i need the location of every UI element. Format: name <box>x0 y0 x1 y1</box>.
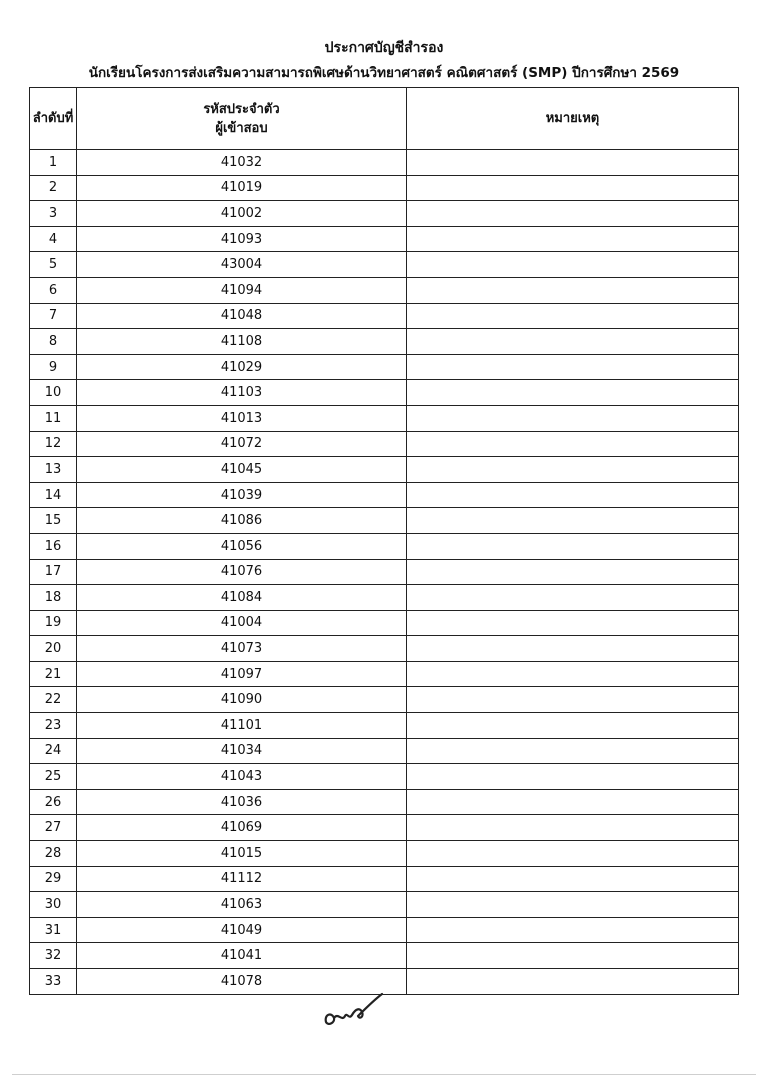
table-row <box>30 405 739 431</box>
row-number: 33 <box>30 969 77 995</box>
exam-code: 41101 <box>77 713 407 739</box>
table-row <box>30 738 739 764</box>
row-number: 6 <box>30 277 77 303</box>
table-row <box>30 175 739 201</box>
row-number: 18 <box>30 585 77 611</box>
row-remark <box>407 431 739 457</box>
row-number: 3 <box>30 201 77 227</box>
exam-code: 41097 <box>77 661 407 687</box>
exam-code: 41015 <box>77 841 407 867</box>
exam-code: 41032 <box>77 150 407 176</box>
row-remark <box>407 380 739 406</box>
row-remark <box>407 815 739 841</box>
row-number: 26 <box>30 789 77 815</box>
table-row <box>30 201 739 227</box>
row-remark <box>407 943 739 969</box>
table-row <box>30 559 739 585</box>
row-remark <box>407 841 739 867</box>
row-remark <box>407 585 739 611</box>
exam-code: 41084 <box>77 585 407 611</box>
exam-code: 41073 <box>77 636 407 662</box>
document-title: ประกาศบัญชีสำรอง <box>324 40 444 56</box>
row-number: 22 <box>30 687 77 713</box>
row-number: 5 <box>30 252 77 278</box>
table-row <box>30 150 739 176</box>
table-row <box>30 764 739 790</box>
exam-code: 41048 <box>77 303 407 329</box>
row-remark <box>407 354 739 380</box>
exam-code: 41093 <box>77 226 407 252</box>
exam-code: 41103 <box>77 380 407 406</box>
row-remark <box>407 610 739 636</box>
exam-code: 41004 <box>77 610 407 636</box>
row-remark <box>407 329 739 355</box>
table-row <box>30 687 739 713</box>
row-remark <box>407 533 739 559</box>
row-remark <box>407 764 739 790</box>
row-remark <box>407 969 739 995</box>
row-remark <box>407 636 739 662</box>
exam-code: 43004 <box>77 252 407 278</box>
row-remark <box>407 303 739 329</box>
exam-code: 41072 <box>77 431 407 457</box>
row-remark <box>407 687 739 713</box>
exam-code: 41036 <box>77 789 407 815</box>
row-number: 31 <box>30 917 77 943</box>
document-subtitle: นักเรียนโครงการส่งเสริมความสามารถพิเศษด้านวิทยาศาสตร์ คณิตศาสตร์ (SMP) ปีการศึกษา 2569 <box>88 65 680 81</box>
table-row <box>30 713 739 739</box>
table-row <box>30 943 739 969</box>
table-row <box>30 610 739 636</box>
row-remark <box>407 713 739 739</box>
exam-code: 41056 <box>77 533 407 559</box>
header-exam-code <box>77 88 407 150</box>
exam-code: 41045 <box>77 457 407 483</box>
row-remark <box>407 789 739 815</box>
row-number: 8 <box>30 329 77 355</box>
row-number: 4 <box>30 226 77 252</box>
exam-code: 41034 <box>77 738 407 764</box>
table-row <box>30 585 739 611</box>
row-remark <box>407 892 739 918</box>
exam-code: 41041 <box>77 943 407 969</box>
row-number: 20 <box>30 636 77 662</box>
exam-code: 41108 <box>77 329 407 355</box>
handwritten-signature-icon <box>316 978 386 1034</box>
row-remark <box>407 277 739 303</box>
table-row <box>30 636 739 662</box>
header-exam-code-line2: ผู้เข้าสอบ <box>215 120 268 136</box>
row-number: 12 <box>30 431 77 457</box>
table-row <box>30 533 739 559</box>
exam-code: 41076 <box>77 559 407 585</box>
row-remark <box>407 738 739 764</box>
row-remark <box>407 482 739 508</box>
table-row <box>30 789 739 815</box>
table-row <box>30 482 739 508</box>
table-row <box>30 329 739 355</box>
row-number: 14 <box>30 482 77 508</box>
row-number: 30 <box>30 892 77 918</box>
row-number: 25 <box>30 764 77 790</box>
exam-code: 41078 <box>77 969 407 995</box>
row-number: 11 <box>30 405 77 431</box>
row-number: 16 <box>30 533 77 559</box>
table-row <box>30 661 739 687</box>
row-number: 17 <box>30 559 77 585</box>
table-row <box>30 866 739 892</box>
row-remark <box>407 405 739 431</box>
table-row <box>30 303 739 329</box>
exam-code: 41039 <box>77 482 407 508</box>
exam-code: 41063 <box>77 892 407 918</box>
table-row <box>30 508 739 534</box>
exam-code: 41043 <box>77 764 407 790</box>
exam-code: 41086 <box>77 508 407 534</box>
row-remark <box>407 201 739 227</box>
row-remark <box>407 252 739 278</box>
table-row <box>30 431 739 457</box>
table-row <box>30 841 739 867</box>
row-remark <box>407 866 739 892</box>
row-remark <box>407 150 739 176</box>
row-number: 9 <box>30 354 77 380</box>
row-number: 13 <box>30 457 77 483</box>
row-number: 32 <box>30 943 77 969</box>
row-number: 7 <box>30 303 77 329</box>
row-number: 15 <box>30 508 77 534</box>
row-number: 2 <box>30 175 77 201</box>
header-exam-code-line1: รหัสประจำตัว <box>203 101 280 117</box>
row-remark <box>407 226 739 252</box>
exam-code: 41019 <box>77 175 407 201</box>
header-remark: หมายเหตุ <box>407 88 739 150</box>
row-number: 29 <box>30 866 77 892</box>
exam-code: 41002 <box>77 201 407 227</box>
reserve-list-table <box>29 87 739 995</box>
header-order: ลำดับที่ <box>30 88 77 150</box>
row-number: 24 <box>30 738 77 764</box>
row-number: 23 <box>30 713 77 739</box>
row-number: 27 <box>30 815 77 841</box>
table-row <box>30 380 739 406</box>
table-row <box>30 226 739 252</box>
row-number: 1 <box>30 150 77 176</box>
exam-code: 41013 <box>77 405 407 431</box>
row-remark <box>407 175 739 201</box>
table-row <box>30 917 739 943</box>
table-row <box>30 252 739 278</box>
exam-code: 41094 <box>77 277 407 303</box>
exam-code: 41069 <box>77 815 407 841</box>
table-row <box>30 815 739 841</box>
row-remark <box>407 559 739 585</box>
row-number: 21 <box>30 661 77 687</box>
row-number: 10 <box>30 380 77 406</box>
row-remark <box>407 661 739 687</box>
table-row <box>30 457 739 483</box>
exam-code: 41029 <box>77 354 407 380</box>
row-number: 28 <box>30 841 77 867</box>
exam-code: 41112 <box>77 866 407 892</box>
exam-code: 41049 <box>77 917 407 943</box>
exam-code: 41090 <box>77 687 407 713</box>
table-row <box>30 892 739 918</box>
table-row <box>30 354 739 380</box>
scan-edge-line <box>12 1074 756 1075</box>
row-number: 19 <box>30 610 77 636</box>
table-row <box>30 277 739 303</box>
table-header-row <box>30 88 739 150</box>
row-remark <box>407 917 739 943</box>
row-remark <box>407 457 739 483</box>
row-remark <box>407 508 739 534</box>
